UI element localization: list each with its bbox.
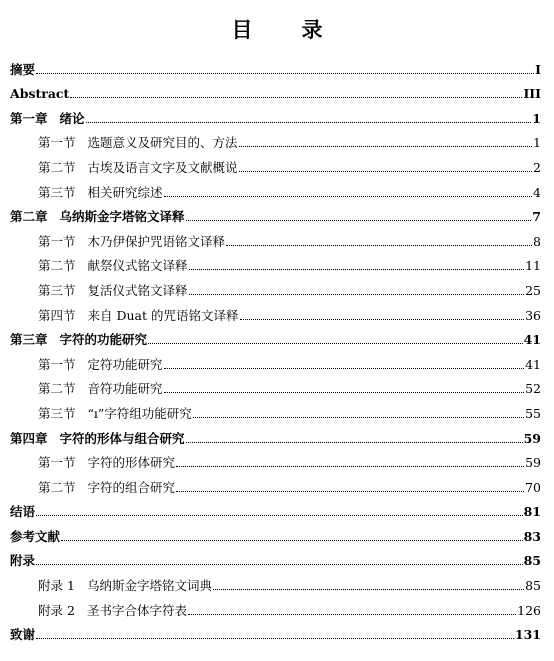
toc-entry-number: 第三节: [38, 405, 76, 421]
toc-entry-label: [10, 87, 69, 101]
toc-page-number: 25: [525, 282, 541, 298]
dot-leader: [164, 196, 533, 197]
toc-entry-label: [10, 628, 35, 642]
toc-entry-number: 第二节: [38, 258, 76, 274]
dot-leader: [36, 564, 523, 565]
toc-entry-label: [38, 186, 163, 200]
toc-entry-text: Abstract: [10, 86, 70, 102]
toc-entry-label: [38, 259, 188, 273]
toc-page-number: 70: [525, 479, 541, 495]
toc-entry-section[interactable]: [10, 593, 541, 618]
dot-leader: [226, 245, 532, 246]
toc-page-number: 8: [533, 233, 541, 249]
toc-entry-number: 第二节: [38, 381, 76, 397]
toc-entry-section[interactable]: [10, 224, 541, 249]
toc-entry-section[interactable]: [10, 273, 541, 298]
dot-leader: [61, 540, 523, 541]
toc-page-number: 131: [514, 627, 541, 643]
toc-entry-text: 结语: [10, 504, 36, 520]
toc-entry-text: 复活仪式铭文译释: [87, 282, 188, 298]
toc-entry-label: [38, 161, 238, 175]
page-title: 目 录: [231, 17, 337, 42]
toc-page-number: 126: [517, 602, 541, 618]
toc-entry-label: [38, 358, 163, 372]
toc-entry-label: [10, 112, 85, 126]
toc-entry-text: 字符的组合研究: [87, 479, 176, 495]
toc-entry-section[interactable]: [10, 249, 541, 274]
toc-entry-label: [38, 284, 188, 298]
toc-entry-text: 音符功能研究: [87, 381, 163, 397]
toc-page-number: 4: [533, 184, 541, 200]
toc-entry-text: 定符功能研究: [87, 356, 163, 372]
toc-entry-number: 第一节: [38, 356, 76, 372]
toc-entry-number: 第二章: [10, 209, 48, 225]
toc-entry-label: [10, 333, 147, 347]
toc-entry-label: [38, 382, 163, 396]
dot-leader: [70, 97, 522, 98]
toc-entry-text: 相关研究综述: [87, 184, 163, 200]
toc-entry-chapter[interactable]: [10, 421, 541, 446]
toc-entry-section[interactable]: [10, 347, 541, 372]
toc-entry-number: 第三节: [38, 282, 76, 298]
dot-leader: [176, 466, 524, 467]
toc-entry-label: [38, 456, 175, 470]
toc-page-number: 85: [525, 578, 541, 594]
dot-leader: [86, 122, 532, 123]
toc-page-number: 83: [523, 528, 541, 544]
toc-page-number: 81: [523, 504, 541, 520]
toc-entry-text: 致谢: [10, 627, 36, 643]
toc-entry-chapter[interactable]: [10, 544, 541, 569]
dot-leader: [188, 614, 516, 615]
toc-entry-text: 选题意义及研究目的、方法: [87, 135, 238, 151]
toc-entry-text: 木乃伊保护咒语铭文译释: [87, 233, 226, 249]
toc-entry-chapter[interactable]: [10, 495, 541, 520]
toc-entry-text: 来自 Duat 的咒语铭文译释: [87, 307, 239, 323]
toc-entry-section[interactable]: [10, 470, 541, 495]
dot-leader: [164, 368, 525, 369]
toc-entry-text: 绪论: [59, 110, 85, 126]
dot-leader: [239, 171, 533, 172]
toc-entry-text: 献祭仪式铭文译释: [87, 258, 188, 274]
toc-page-number: 1: [533, 135, 541, 151]
toc-entry-label: [10, 530, 60, 544]
toc-entry-label: [10, 505, 35, 519]
toc-entry-label: [10, 432, 185, 446]
toc-page-number: I: [535, 61, 541, 77]
toc-entry-label: [38, 407, 192, 421]
toc-entry-text: 参考文献: [10, 528, 61, 544]
toc-entry-text: 字符的形体与组合研究: [59, 430, 185, 446]
dot-leader: [213, 589, 524, 590]
toc-page-number: 2: [533, 159, 541, 175]
toc-entry-number: 附录 2: [38, 602, 75, 618]
dot-leader: [240, 319, 525, 320]
toc-entry-section[interactable]: [10, 175, 541, 200]
toc-entry-text: 字符的形体研究: [87, 455, 176, 471]
toc-entry-number: 第二节: [38, 479, 76, 495]
dot-leader: [148, 343, 523, 344]
toc-entry-chapter[interactable]: [10, 77, 541, 102]
dot-leader: [186, 220, 532, 221]
toc-entry-section[interactable]: [10, 446, 541, 471]
toc-entry-chapter[interactable]: [10, 101, 541, 126]
toc-entry-text: 乌纳斯金字塔铭文词典: [86, 578, 212, 594]
dot-leader: [36, 73, 534, 74]
toc-entry-section[interactable]: [10, 298, 541, 323]
toc-entry-text: 古埃及语言文字及文献概说: [87, 159, 238, 175]
dot-leader: [176, 491, 524, 492]
toc-page-number: 52: [525, 381, 541, 397]
toc-page-number: 59: [523, 430, 541, 446]
toc-entry-number: 第四节: [38, 307, 76, 323]
toc-list: [10, 52, 541, 642]
dot-leader: [189, 269, 525, 270]
dot-leader: [36, 638, 514, 639]
dot-leader: [239, 146, 533, 147]
toc-entry-text: “ı”字符组功能研究: [87, 405, 192, 421]
toc-entry-section[interactable]: [10, 126, 541, 151]
toc-page-number: 41: [525, 356, 541, 372]
toc-page-number: 85: [523, 553, 541, 569]
toc-entry-label: [38, 481, 175, 495]
toc-entry-section[interactable]: [10, 150, 541, 175]
toc-entry-text: 附录: [10, 553, 36, 569]
toc-entry-label: [38, 136, 238, 150]
toc-entry-number: 第四章: [10, 430, 48, 446]
toc-entry-text: 摘要: [10, 61, 36, 77]
toc-entry-chapter[interactable]: [10, 618, 541, 643]
toc-page-number: 41: [523, 332, 541, 348]
toc-entry-section[interactable]: [10, 568, 541, 593]
toc-entry-number: 第一节: [38, 455, 76, 471]
toc-entry-section[interactable]: [10, 372, 541, 397]
toc-entry-number: 第一节: [38, 233, 76, 249]
toc-entry-label: [10, 210, 185, 224]
toc-entry-number: 附录 1: [38, 578, 75, 594]
toc-page-number: III: [523, 86, 541, 102]
toc-page-number: 36: [525, 307, 541, 323]
toc-page-number: 59: [525, 455, 541, 471]
toc-entry-number: 第三章: [10, 332, 48, 348]
toc-entry-chapter[interactable]: [10, 519, 541, 544]
toc-entry-label: [38, 309, 239, 323]
toc-page-number: 7: [532, 209, 541, 225]
toc-page-number: 11: [525, 258, 541, 274]
toc-entry-number: 第二节: [38, 159, 76, 175]
toc-entry-chapter[interactable]: [10, 52, 541, 77]
toc-page-number: 1: [532, 110, 541, 126]
dot-leader: [193, 417, 524, 418]
dot-leader: [164, 392, 525, 393]
toc-page-number: 55: [525, 405, 541, 421]
toc-entry-label: [38, 604, 187, 618]
toc-entry-label: [38, 579, 212, 593]
toc-entry-number: 第一节: [38, 135, 76, 151]
toc-entry-text: 字符的功能研究: [59, 332, 148, 348]
toc-entry-label: [38, 235, 225, 249]
toc-entry-text: 圣书字合体字符表: [86, 602, 187, 618]
toc-entry-number: 第三节: [38, 184, 76, 200]
dot-leader: [189, 294, 525, 295]
dot-leader: [36, 515, 523, 516]
toc-entry-chapter[interactable]: [10, 323, 541, 348]
dot-leader: [186, 442, 523, 443]
toc-entry-label: [10, 63, 35, 77]
toc-entry-text: 乌纳斯金字塔铭文译释: [59, 209, 185, 225]
toc-entry-number: 第一章: [10, 110, 48, 126]
toc-entry-section[interactable]: [10, 396, 541, 421]
toc-entry-chapter[interactable]: [10, 200, 541, 225]
toc-entry-label: [10, 554, 35, 568]
